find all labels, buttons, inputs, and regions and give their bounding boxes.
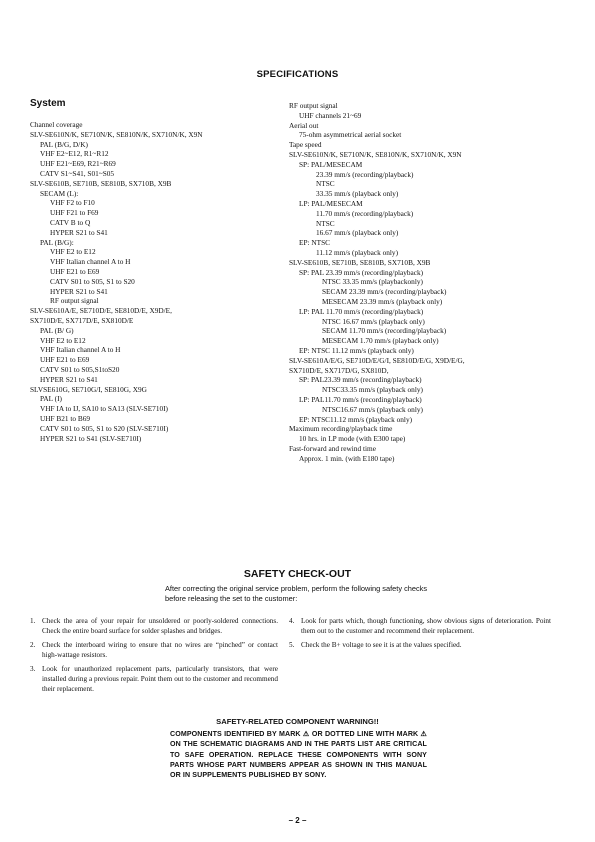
item-text: Look for unauthorized replacement parts, particularly transistors, that were installed during a previous repair. Point them out to the customer and recommend their replacement. (42, 665, 278, 693)
specifications-title: SPECIFICATIONS (256, 69, 339, 80)
spec-line: SECAM 23.39 mm/s (recording/playback) (322, 287, 447, 297)
spec-line: NTSC 16.67 mm/s (playback only) (322, 316, 425, 326)
safety-checks-right (289, 617, 551, 656)
spec-line: 75-ohm asymmetrical aerial socket (299, 130, 402, 140)
spec-line: SLV-SE610N/K, SE710N/K, SE810N/K, SX710N/K, X9N (289, 149, 462, 159)
spec-line: SECAM (L): (40, 188, 79, 198)
spec-line: VHF E2 to E12 (40, 335, 86, 345)
item-text: Check the interboard wiring to ensure that no wires are “pinched” or contact high-wattage resistors. (42, 641, 278, 659)
spec-line: NTSC (316, 179, 335, 189)
spec-line: Channel coverage (30, 120, 83, 129)
spec-line: PAL (B/ G) (40, 325, 74, 335)
system-heading: System (30, 98, 66, 109)
spec-line: PAL (B/G, D/K) (40, 139, 88, 149)
spec-line: VHF Italian channel A to H (40, 345, 121, 355)
spec-line: 23.39 mm/s (recording/playback) (316, 169, 414, 179)
spec-line: PAL (B/G): (40, 237, 74, 247)
item-number: 5. (289, 641, 295, 650)
spec-line: 33.35 mm/s (playback only) (316, 189, 399, 199)
warning-heading: SAFETY-RELATED COMPONENT WARNING!! (216, 717, 379, 726)
spec-line: Approx. 1 min. (with E180 tape) (299, 453, 395, 463)
item-number: 4. (289, 617, 295, 625)
spec-line: SLVSE610G, SE710G/I, SE810G, X9G (30, 384, 147, 394)
warning-body: COMPONENTS IDENTIFIED BY MARK ⚠ OR DOTTED LINE WITH MARK ⚠ ON THE SCHEMATIC DIAGRAMS AND IN THE PARTS LIST ARE CRITICAL TO SAFE OPERATION. REPLACE THESE COMPONENTS WITH SONY PARTS WHOSE PART NUMBERS APPEAR AS SHOWN IN THIS MANUAL OR IN SUPPLEMENTS PUBLISHED BY SONY. (170, 730, 427, 780)
spec-line: SLV-SE610A/E, SE710D/E, SE810D/E, X9D/E, (30, 306, 172, 316)
spec-line: SLV-SE610B, SE710B, SE810B, SX710B, X9B (289, 257, 431, 267)
spec-line: MESECAM 1.70 mm/s (playback only) (322, 336, 439, 346)
spec-line: CATV S01 to S05,S1toS20 (40, 364, 120, 374)
spec-line: 10 hrs. in LP mode (with E300 tape) (299, 434, 406, 444)
spec-line: CATV S1~S41, S01~S05 (40, 168, 115, 178)
page-number: – 2 – (288, 816, 307, 825)
spec-line: NTSC33.35 mm/s (playback only) (322, 385, 423, 395)
item-text: Check the area of your repair for unsoldered or poorly-soldered connections. Check the entire board surface for solder splashes and bridges. (42, 617, 278, 635)
spec-line: EP: NTSC11.12 mm/s (playback only) (299, 414, 413, 424)
spec-line: SLV-SE610B, SE710B, SE810B, SX710B, X9B (30, 178, 172, 188)
safety-check-item (30, 665, 278, 694)
safety-checkout-title: SAFETY CHECK-OUT (243, 568, 352, 580)
spec-line: VHF E2 to E12 (50, 247, 96, 257)
spec-line: SP: PAL/MESECAM (299, 159, 363, 169)
spec-line: 11.70 mm/s (recording/playback) (316, 208, 414, 218)
spec-line: MESECAM 23.39 mm/s (playback only) (322, 296, 443, 306)
spec-line: SP: PAL23.39 mm/s (recording/playback) (299, 375, 422, 385)
spec-line: UHF B21 to B69 (40, 413, 91, 423)
spec-line: Tape speed (289, 140, 322, 150)
spec-line: SX710D/E, SX717D/E, SX810D/E (30, 315, 134, 325)
spec-line: UHF channels 21~69 (299, 110, 362, 120)
spec-line: LP: PAL11.70 mm/s (recording/playback) (299, 394, 422, 404)
spec-line: SLV-SE610A/E/G, SE710D/E/G/I, SE810D/E/G, X9D/E/G, (289, 355, 465, 365)
spec-line: VHF E2~E12, R1~R12 (40, 149, 109, 159)
spec-line: SECAM 11.70 mm/s (recording/playback) (322, 326, 447, 336)
spec-line: UHF E21 to E69 (40, 355, 90, 365)
item-number: 3. (30, 665, 36, 674)
item-text: Check the B+ voltage to see it is at the values specified. (301, 641, 462, 650)
safety-check-item (30, 617, 278, 636)
right-spec-list (289, 101, 579, 463)
spec-line: 16.67 mm/s (playback only) (316, 228, 399, 238)
spec-line: UHF E21~E69, R21~R69 (40, 159, 116, 169)
spec-line: HYPER S21 to S41 (SLV-SE710I) (40, 433, 142, 443)
spec-line: EP: NTSC (299, 238, 331, 248)
spec-line: RF output signal (50, 296, 99, 306)
safety-checks-left (30, 617, 278, 699)
spec-line: VHF IA to IJ, SA10 to SA13 (SLV-SE710I) (40, 404, 168, 414)
safety-check-item (30, 641, 278, 660)
safety-check-item (289, 617, 551, 636)
spec-line: CATV S01 to S05, S1 to S20 (SLV-SE710I) (40, 423, 169, 433)
safety-intro-text: After correcting the original service problem, perform the following safety checks before releasing the set to the customer: (165, 584, 428, 603)
spec-line: 11.12 mm/s (playback only) (316, 247, 399, 257)
item-text: Look for parts which, though functioning, show obvious signs of deterioration. Point them out to the customer and recommend their replacement. (301, 617, 551, 635)
spec-line: RF output signal (289, 101, 338, 110)
left-spec-list (30, 120, 280, 443)
item-number: 2. (30, 641, 36, 650)
spec-line: UHF E21 to E69 (50, 266, 100, 276)
spec-line: CATV S01 to S05, S1 to S20 (50, 276, 135, 286)
spec-line: Aerial out (289, 120, 319, 130)
spec-line: NTSC16.67 mm/s (playback only) (322, 404, 423, 414)
spec-line: SP: PAL 23.39 mm/s (recording/playback) (299, 267, 424, 277)
spec-line: HYPER S21 to S41 (50, 286, 108, 296)
spec-line: SX710D/E, SX717D/G, SX810D, (289, 365, 389, 375)
spec-line: LP: PAL 11.70 mm/s (recording/playback) (299, 306, 424, 316)
safety-check-item (289, 641, 551, 651)
spec-line: HYPER S21 to S41 (50, 227, 108, 237)
item-number: 1. (30, 617, 36, 625)
specs-left-column (30, 98, 280, 443)
spec-line: VHF Italian channel A to H (50, 257, 131, 267)
spec-line: CATV B to Q (50, 217, 91, 227)
spec-line: NTSC (316, 218, 335, 228)
specs-right-column (289, 101, 579, 463)
spec-line: HYPER S21 to S41 (40, 374, 98, 384)
spec-line: PAL (I) (40, 394, 62, 404)
spec-line: SLV-SE610N/K, SE710N/K, SE810N/K, SX710N/K, X9N (30, 129, 203, 139)
spec-line: Fast-forward and rewind time (289, 443, 376, 453)
spec-line: LP: PAL/MESECAM (299, 198, 363, 208)
spec-line: UHF F21 to F69 (50, 208, 99, 218)
spec-line: Maximum recording/playback time (289, 424, 393, 434)
spec-line: VHF F2 to F10 (50, 198, 95, 208)
spec-line: NTSC 33.35 mm/s (playbackonly) (322, 277, 423, 287)
spec-line: EP: NTSC 11.12 mm/s (playback only) (299, 345, 414, 355)
